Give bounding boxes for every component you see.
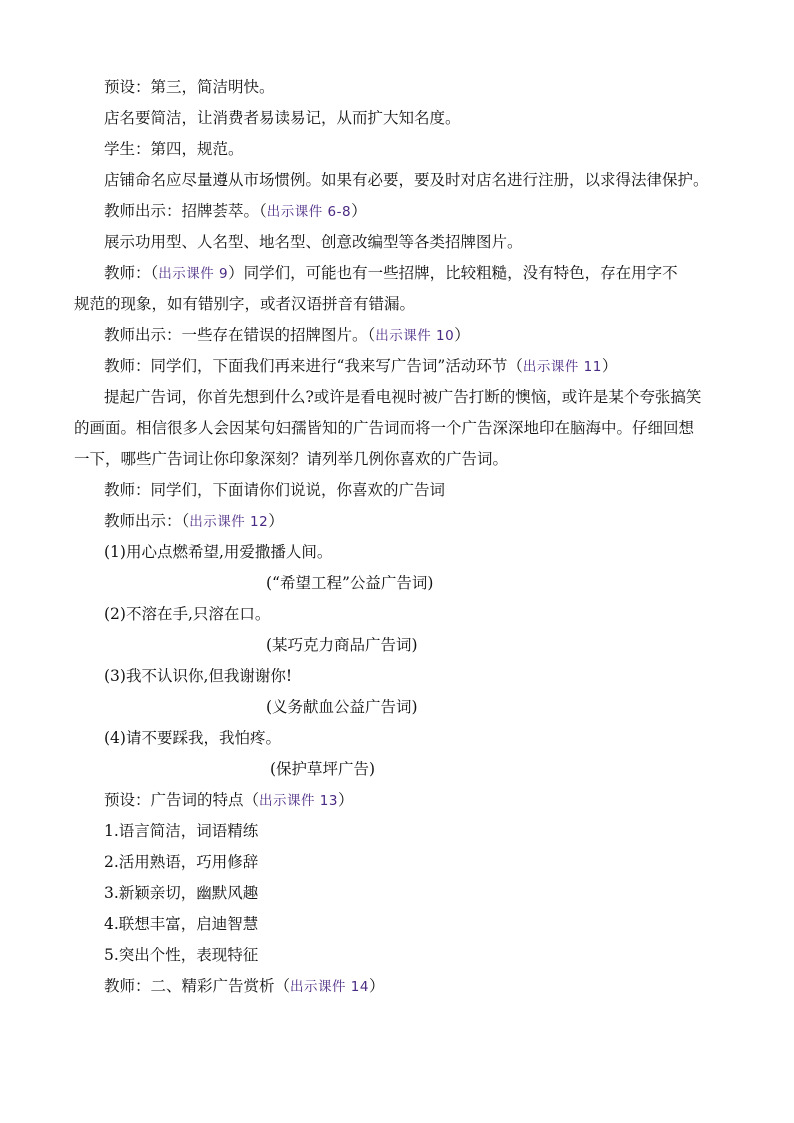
paragraph-line: 一下，哪些广告词让你印象深刻？请列举几例你喜欢的广告词。 — [74, 450, 509, 468]
paragraph-line: 教师出示：招牌荟萃。（出示课件 6-8） — [104, 202, 367, 220]
document-page — [0, 72, 794, 1002]
paragraph-line: 预设：第三，简洁明快。 — [104, 78, 275, 96]
paragraph-line: 教师：（出示课件 9）同学们，可能也有一些招牌，比较粗糙，没有特色，存在用字不 — [104, 264, 678, 282]
paragraph-line: 的画面。相信很多人会因某句妇孺皆知的广告词而将一个广告深深地印在脑海中。仔细回想 — [74, 419, 695, 437]
paragraph-line: 店铺命名应尽量遵从市场惯例。如果有必要，要及时对店名进行注册，以求得法律保护。 — [104, 171, 709, 189]
list-item: 5.突出个性，表现特征 — [104, 946, 259, 964]
list-item: 4.联想丰富，启迪智慧 — [104, 915, 259, 933]
paragraph-line: 教师：同学们，下面请你们说说，你喜欢的广告词 — [104, 481, 446, 499]
paragraph-line: 教师出示：（出示课件 12） — [104, 512, 284, 530]
courseware-reference: 出示课件 11 — [522, 359, 602, 375]
slogan-item: (2)不溶在手,只溶在口。 — [104, 605, 271, 623]
courseware-reference: 出示课件 10 — [375, 328, 455, 344]
paragraph-line: 展示功用型、人名型、地名型、创意改编型等各类招牌图片。 — [104, 233, 523, 251]
list-item: 1.语言简洁，词语精练 — [104, 822, 259, 840]
courseware-reference: 出示课件 9 — [158, 266, 229, 282]
paragraph-line: 店名要简洁，让消费者易读易记，从而扩大知名度。 — [104, 109, 461, 127]
slogan-item: (3)我不认识你,但我谢谢你! — [104, 667, 293, 685]
paragraph-line: 学生：第四，规范。 — [104, 140, 244, 158]
paragraph-line: 教师：二、精彩广告赏析（出示课件 14） — [104, 977, 385, 995]
paragraph-line: 提起广告词，你首先想到什么?或许是看电视时被广告打断的懊恼，或许是某个夸张搞笑 — [104, 388, 702, 406]
slogan-source: (“希望工程”公益广告词) — [266, 574, 434, 592]
slogan-item: (4)请不要踩我，我怕疼。 — [104, 729, 281, 747]
slogan-source: (某巧克力商品广告词) — [266, 636, 418, 654]
slogan-source: (义务献血公益广告词) — [266, 698, 418, 716]
paragraph-line: 教师：同学们，下面我们再来进行“我来写广告词”活动环节（出示课件 11） — [104, 357, 618, 375]
courseware-reference: 出示课件 6-8 — [266, 204, 352, 220]
courseware-reference: 出示课件 14 — [290, 979, 369, 995]
slogan-item: (1)用心点燃希望,用爱撒播人间。 — [104, 543, 333, 561]
courseware-reference: 出示课件 13 — [259, 793, 338, 809]
list-item: 3.新颖亲切，幽默风趣 — [104, 884, 259, 902]
paragraph-line: 教师出示：一些存在错误的招牌图片。（出示课件 10） — [104, 326, 470, 344]
list-item: 2.活用熟语，巧用修辞 — [104, 853, 259, 871]
paragraph-line: 预设：广告词的特点（出示课件 13） — [104, 791, 354, 809]
paragraph-line: 规范的现象，如有错别字，或者汉语拼音有错漏。 — [74, 295, 416, 313]
slogan-source: (保护草坪广告) — [270, 760, 376, 778]
courseware-reference: 出示课件 12 — [189, 514, 269, 530]
